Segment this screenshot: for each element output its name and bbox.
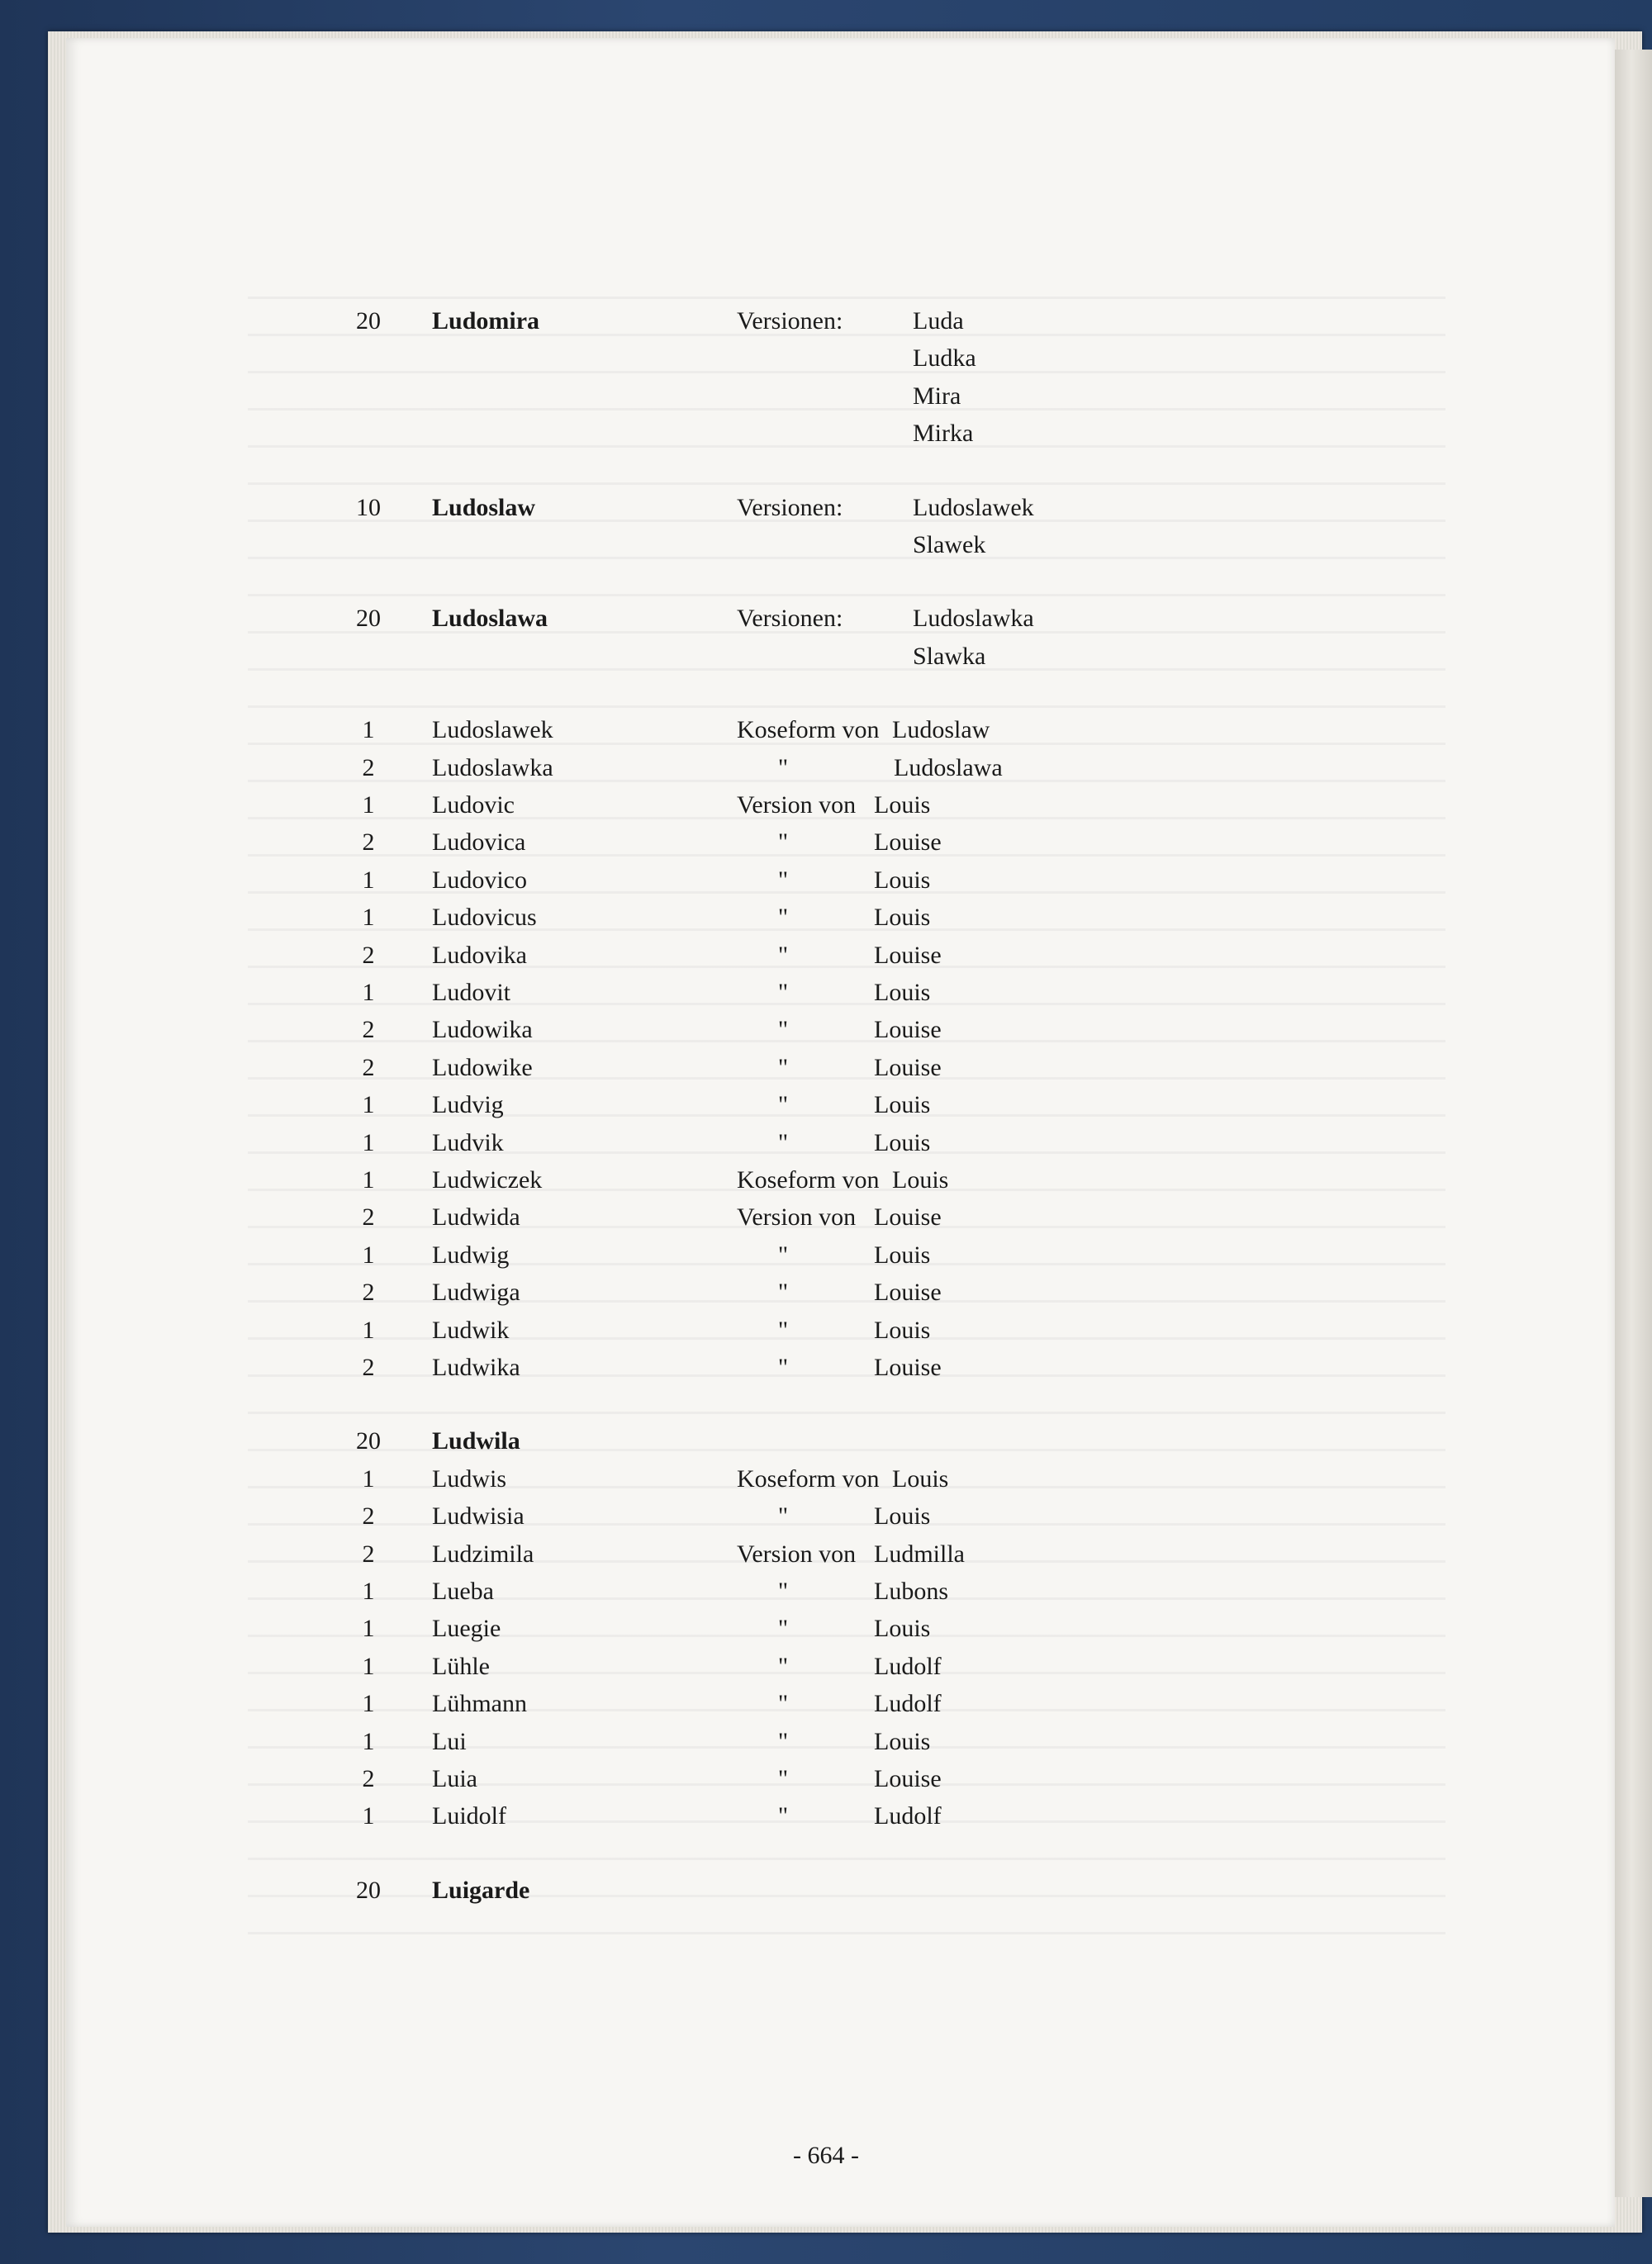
entry-row	[0, 1611, 1652, 1647]
entry-count: 1	[362, 1578, 375, 1605]
entry-row	[0, 1423, 1652, 1459]
page-number: - 664 -	[793, 2142, 859, 2169]
entry-row	[0, 899, 1652, 936]
entry-relation: Koseform von	[737, 1166, 880, 1194]
entry-row	[0, 1498, 1652, 1535]
entry-name: Luegie	[432, 1615, 501, 1643]
entry-name: Ludvik	[432, 1128, 504, 1156]
ditto-mark: "	[777, 1016, 789, 1044]
entry-name: Ludowike	[432, 1053, 533, 1081]
entry-count: 1	[362, 1727, 375, 1755]
ditto-mark: "	[777, 1354, 789, 1381]
entry-target: Louis	[874, 791, 931, 819]
entry-target: Louis	[874, 866, 931, 894]
entry-name: Ludoslawa	[432, 605, 548, 633]
entry-name: Lühmann	[432, 1690, 527, 1718]
entry-name: Ludoslawek	[432, 716, 553, 744]
entry-target: Louis	[892, 1464, 949, 1493]
entry-count: 1	[362, 1652, 375, 1680]
ditto-mark: "	[777, 904, 789, 932]
entry-count: 1	[362, 791, 375, 819]
entry-target: Ludoslaw	[892, 716, 990, 744]
entry-row	[0, 490, 1652, 558]
entry-target: Louise	[874, 1279, 942, 1307]
entry-row	[0, 1724, 1652, 1760]
entry-name: Ludovica	[432, 828, 526, 857]
entry-name: Ludovico	[432, 866, 527, 894]
entry-count: 1	[362, 1241, 375, 1269]
entry-name: Luigarde	[432, 1876, 530, 1904]
ditto-mark: "	[777, 1652, 789, 1680]
ditto-mark: "	[777, 1241, 789, 1269]
entry-target: Ludmilla	[874, 1540, 965, 1568]
entry-target: Louise	[874, 1765, 942, 1792]
entry-row	[0, 1461, 1652, 1497]
entry-target: Louis	[874, 1091, 931, 1119]
entry-row	[0, 1761, 1652, 1797]
entry-relation: Versionen:	[737, 493, 843, 521]
entry-name: Ludowika	[432, 1016, 533, 1044]
entry-row	[0, 303, 1652, 448]
ditto-mark: "	[777, 866, 789, 894]
entry-row	[0, 1312, 1652, 1349]
entry-row	[0, 1573, 1652, 1610]
ditto-mark: "	[777, 1727, 789, 1755]
entry-count: 10	[356, 493, 381, 521]
entry-row	[0, 1237, 1652, 1274]
entry-count: 2	[362, 1502, 375, 1531]
entry-target: Louis	[874, 1615, 931, 1643]
entry-name: Luia	[432, 1765, 477, 1792]
entry-name: Ludwida	[432, 1203, 520, 1232]
entry-count: 2	[362, 828, 375, 857]
entry-relation: Version von	[737, 1203, 857, 1232]
ditto-mark: "	[777, 1615, 789, 1643]
entry-name: Ludzimila	[432, 1540, 534, 1568]
entry-count: 1	[362, 1091, 375, 1119]
entry-name: Ludwiczek	[432, 1166, 543, 1194]
version-target: Ludka	[913, 344, 976, 373]
entry-row	[0, 787, 1652, 823]
ditto-mark: "	[777, 979, 789, 1006]
entry-count: 1	[362, 1166, 375, 1194]
ditto-mark: "	[777, 1053, 789, 1081]
entry-count: 1	[362, 1316, 375, 1344]
entry-row	[0, 862, 1652, 899]
entry-target: Louise	[874, 1203, 942, 1232]
entry-count: 2	[362, 941, 375, 969]
ditto-mark: "	[777, 1578, 789, 1605]
entry-target: Ludoslawa	[894, 753, 1003, 781]
entry-row	[0, 975, 1652, 1011]
ditto-mark: "	[777, 1316, 789, 1344]
entry-relation: Koseform von	[737, 1464, 880, 1493]
version-target: Slawka	[913, 642, 986, 670]
ditto-mark: "	[777, 753, 789, 781]
entry-name: Ludwisia	[432, 1502, 525, 1531]
entry-count: 20	[356, 1876, 381, 1904]
ditto-mark: "	[777, 1690, 789, 1718]
entry-relation: Versionen:	[737, 307, 843, 335]
entry-count: 20	[356, 307, 381, 335]
entry-row	[0, 1050, 1652, 1086]
entry-target: Louise	[874, 1053, 942, 1081]
entry-target: Louis	[874, 1502, 931, 1531]
entry-count: 20	[356, 1427, 381, 1455]
version-target: Mira	[913, 382, 961, 410]
entry-name: Lui	[432, 1727, 467, 1755]
entry-name: Ludwik	[432, 1316, 510, 1344]
entry-row	[0, 1087, 1652, 1123]
version-target: Ludoslawka	[913, 605, 1034, 633]
entry-relation: Version von	[737, 791, 857, 819]
entry-count: 1	[362, 904, 375, 932]
entry-target: Lubons	[874, 1578, 948, 1605]
entry-name: Lühle	[432, 1652, 490, 1680]
ditto-mark: "	[777, 1091, 789, 1119]
entry-count: 1	[362, 1615, 375, 1643]
entry-relation: Version von	[737, 1540, 857, 1568]
entry-row	[0, 1872, 1652, 1909]
ditto-mark: "	[777, 1128, 789, 1156]
entry-target: Louise	[874, 1016, 942, 1044]
entry-count: 1	[362, 1464, 375, 1493]
entry-target: Ludolf	[874, 1690, 942, 1718]
entry-count: 2	[362, 1203, 375, 1232]
entry-name: Ludoslawka	[432, 753, 553, 781]
entry-count: 1	[362, 1802, 375, 1830]
entry-count: 1	[362, 979, 375, 1006]
entry-target: Louis	[892, 1166, 949, 1194]
entry-row	[0, 1012, 1652, 1048]
entry-relation: Koseform von	[737, 716, 880, 744]
entry-count: 1	[362, 1690, 375, 1718]
entry-target: Louis	[874, 979, 931, 1006]
entry-name: Ludwig	[432, 1241, 510, 1269]
entry-count: 2	[362, 1279, 375, 1307]
entry-count: 20	[356, 605, 381, 633]
entry-target: Louis	[874, 1128, 931, 1156]
entry-row	[0, 1125, 1652, 1161]
entry-name: Ludwiga	[432, 1279, 520, 1307]
entry-target: Louis	[874, 1241, 931, 1269]
entry-target: Ludolf	[874, 1652, 942, 1680]
ditto-mark: "	[777, 1502, 789, 1531]
entry-name: Ludwika	[432, 1354, 520, 1381]
entry-target: Louis	[874, 1727, 931, 1755]
entry-row	[0, 712, 1652, 748]
entry-count: 2	[362, 753, 375, 781]
entry-count: 1	[362, 1128, 375, 1156]
entry-row	[0, 1686, 1652, 1722]
entry-count: 1	[362, 866, 375, 894]
entry-name: Ludvig	[432, 1091, 504, 1119]
entry-row	[0, 824, 1652, 861]
entry-name: Ludomira	[432, 307, 540, 335]
entry-name: Ludoslaw	[432, 493, 536, 521]
entry-row	[0, 1199, 1652, 1236]
entry-name: Luidolf	[432, 1802, 506, 1830]
ditto-mark: "	[777, 828, 789, 857]
entry-name: Ludovicus	[432, 904, 537, 932]
entry-target: Ludolf	[874, 1802, 942, 1830]
version-target: Luda	[913, 307, 964, 335]
entry-target: Louis	[874, 904, 931, 932]
entry-count: 2	[362, 1053, 375, 1081]
entry-name: Ludovika	[432, 941, 527, 969]
ditto-mark: "	[777, 1765, 789, 1792]
entry-row	[0, 1536, 1652, 1573]
entry-relation: Versionen:	[737, 605, 843, 633]
entry-row	[0, 1350, 1652, 1386]
entry-row	[0, 1162, 1652, 1198]
entry-name: Ludwila	[432, 1427, 520, 1455]
entry-name: Ludovic	[432, 791, 515, 819]
entry-row	[0, 1274, 1652, 1311]
version-target: Ludoslawek	[913, 493, 1034, 521]
ditto-mark: "	[777, 941, 789, 969]
entry-name: Lueba	[432, 1578, 494, 1605]
entry-row	[0, 1798, 1652, 1834]
entry-name: Ludwis	[432, 1464, 506, 1493]
entry-target: Louise	[874, 941, 942, 969]
entry-row	[0, 750, 1652, 786]
entry-target: Louise	[874, 1354, 942, 1381]
entry-row	[0, 937, 1652, 974]
version-target: Mirka	[913, 420, 974, 448]
entry-count: 2	[362, 1354, 375, 1381]
entry-count: 2	[362, 1540, 375, 1568]
entry-row	[0, 1649, 1652, 1685]
entry-count: 2	[362, 1016, 375, 1044]
ditto-mark: "	[777, 1802, 789, 1830]
ditto-mark: "	[777, 1279, 789, 1307]
entry-target: Louis	[874, 1316, 931, 1344]
version-target: Slawek	[913, 530, 986, 558]
entry-target: Louise	[874, 828, 942, 857]
entry-count: 2	[362, 1765, 375, 1792]
entry-row	[0, 600, 1652, 670]
entry-name: Ludovit	[432, 979, 510, 1006]
entry-count: 1	[362, 716, 375, 744]
